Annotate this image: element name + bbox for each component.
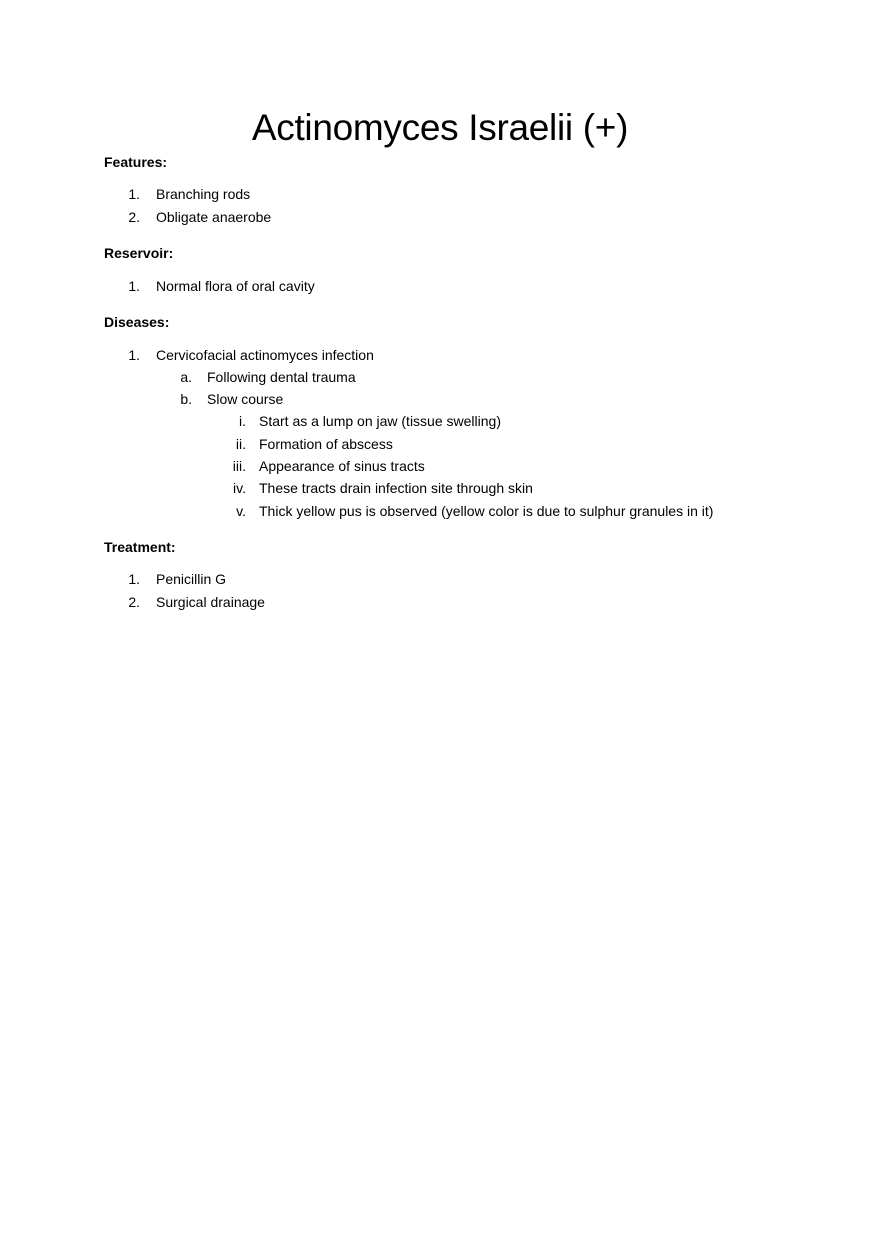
subsublist-item-roman: i. [239,413,246,429]
list-item: Obligate anaerobe [156,209,272,225]
sublist-item-letter: b. [180,391,192,407]
list-item: Cervicofacial actinomyces infection [156,347,374,363]
subsublist-item: Formation of abscess [259,436,393,452]
subsublist-item: Appearance of sinus tracts [259,458,425,474]
diseases-heading: Diseases: [104,314,170,330]
list-item: Penicillin G [156,571,227,587]
list-item: Normal flora of oral cavity [156,278,315,294]
list-item-number: 2. [128,209,140,225]
subsublist-item-roman: v. [236,503,246,519]
treatment-heading: Treatment: [104,539,176,555]
list-item-number: 1. [128,571,140,587]
list-item: Branching rods [156,186,251,202]
list-item-number: 2. [128,594,140,610]
subsublist-item-roman: ii. [235,436,246,452]
list-item-number: 1. [128,347,140,363]
page-title: Actinomyces Israelii (+) [251,107,629,148]
subsublist-item-roman: iii. [232,458,246,474]
subsublist-item: These tracts drain infection site through skin [259,480,533,496]
reservoir-heading: Reservoir: [104,245,174,261]
features-heading: Features: [104,154,168,170]
sublist-item: Following dental trauma [207,369,356,385]
subsublist-item: Start as a lump on jaw (tissue swelling) [259,413,501,429]
sublist-item: Slow course [207,391,284,407]
sublist-item-letter: a. [180,369,192,385]
subsublist-item-roman: iv. [233,480,246,496]
list-item-number: 1. [128,278,140,294]
subsublist-item: Thick yellow pus is observed (yellow color is due to sulphur granules in it) [259,503,714,519]
list-item: Surgical drainage [156,594,265,610]
list-item-number: 1. [128,186,140,202]
